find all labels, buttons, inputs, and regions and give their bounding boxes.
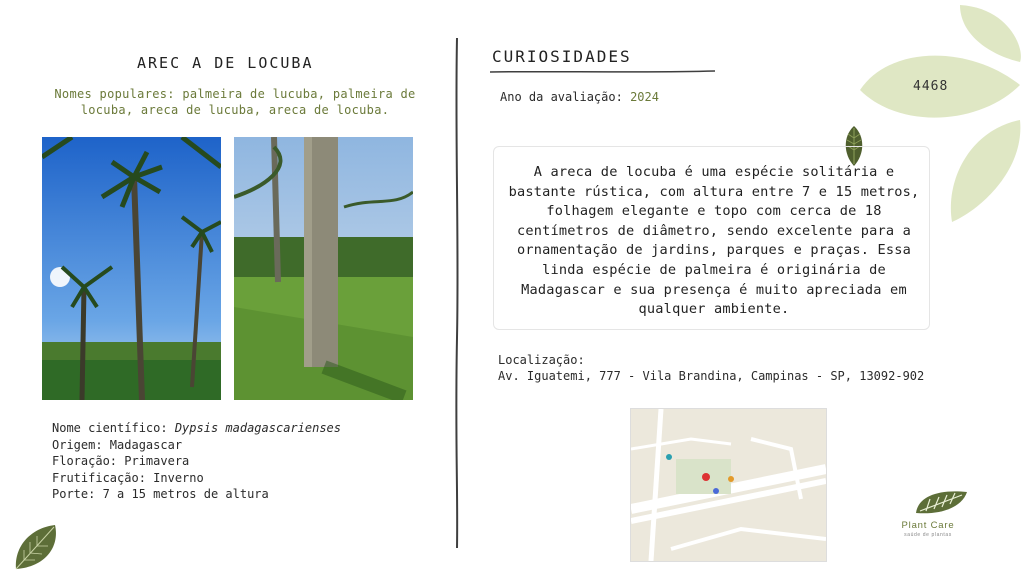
brand-name: Plant Care — [901, 520, 955, 531]
location-label: Localização: — [498, 353, 585, 367]
brand-tagline: saúde de plantas — [904, 532, 952, 538]
scientific-name-row — [52, 420, 341, 437]
scientific-value: Dypsis madagascarienses — [174, 421, 341, 435]
palm-trunk-photo — [234, 137, 413, 400]
leaf-icon — [10, 522, 60, 572]
evaluation-year — [500, 90, 659, 104]
divider — [452, 38, 462, 548]
map-pin-icon — [702, 473, 710, 481]
plant-care-logo — [912, 487, 970, 517]
title-underline — [490, 68, 715, 76]
fruiting: Frutificação: Inverno — [52, 470, 204, 485]
origin: Origem: Madagascar — [52, 437, 183, 452]
scientific-label: Nome científico: — [52, 421, 168, 435]
year-label: Ano da avaliação: — [500, 90, 623, 104]
location-map[interactable] — [630, 408, 827, 562]
plant-details — [52, 420, 341, 503]
popular-names: Nomes populares: palmeira de lucuba, palmeira de locuba, areca de lucuba, areca de locuba. — [54, 87, 416, 117]
plant-title: AREC A DE LOCUBA — [137, 54, 314, 72]
location — [498, 352, 924, 384]
map-marker — [666, 454, 672, 460]
year-value: 2024 — [630, 90, 659, 104]
palm-photo — [42, 137, 221, 400]
plant-code: 4468 — [913, 79, 949, 94]
description: A areca de locuba é uma espécie solitária e bastante rústica, com altura entre 7 e 15 metros, folhagem elegante e topo com cerca de 18 centímetros de diâmetro, sendo excelente para a ornamentação de jardins, parques e praças. Essa linda espécie de palmeira é originária de Madagascar e sua presença é muito apreciada em qualquer ambiente. — [508, 164, 920, 318]
section-title: CURIOSIDADES — [492, 47, 632, 66]
flowering: Floração: Primavera — [52, 454, 190, 468]
size: Porte: 7 a 15 metros de altura — [52, 487, 269, 501]
location-address: Av. Iguatemi, 777 - Vila Brandina, Campinas - SP, 13092-902 — [498, 369, 925, 383]
